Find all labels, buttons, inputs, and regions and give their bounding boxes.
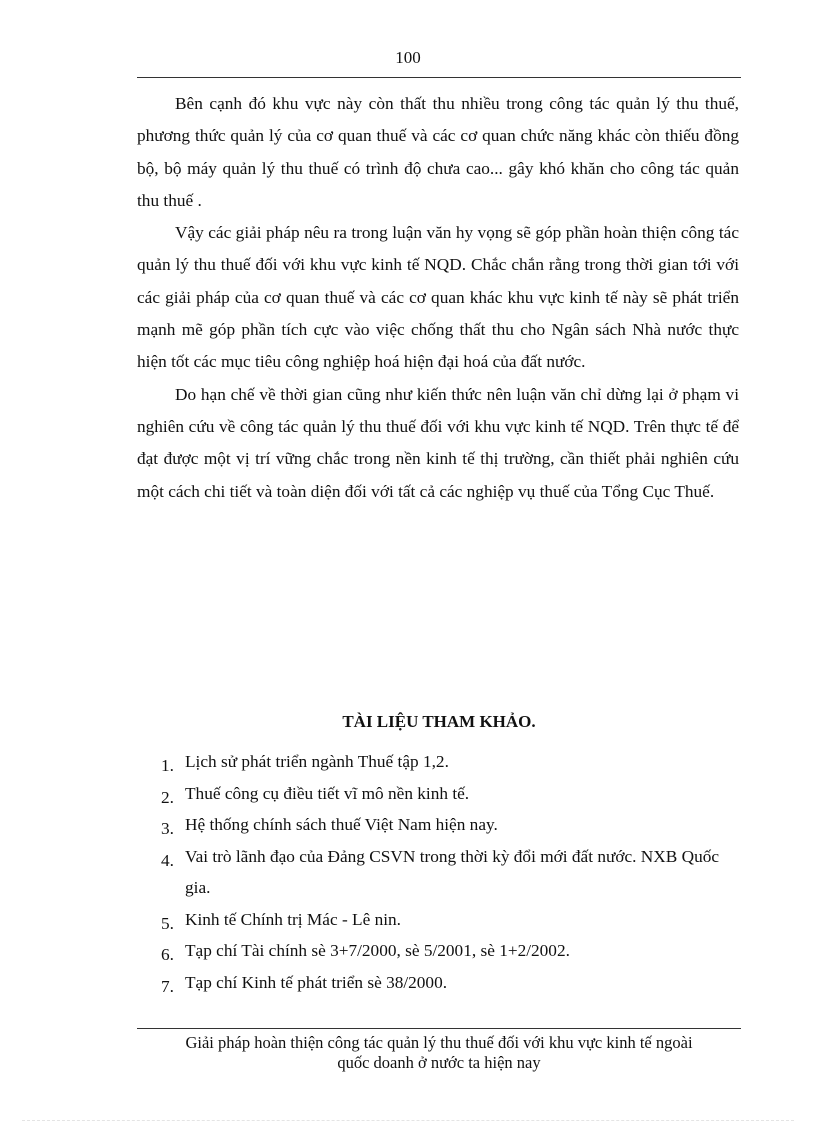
reference-text: Vai trò lãnh đạo của Đảng CSVN trong thời kỳ đổi mới đất nước. NXB Quốc gia. xyxy=(185,846,720,897)
reference-text: Thuế công cụ điều tiết vĩ mô nền kinh tế. xyxy=(185,783,470,803)
reference-number: 2. xyxy=(161,787,174,807)
reference-item xyxy=(157,935,747,967)
footer-line: Giải pháp hoàn thiện công tác quản lý thu thuế đối với khu vực kinh tế ngoài xyxy=(185,1033,693,1052)
reference-text: Hệ thống chính sách thuế Việt Nam hiện nay. xyxy=(185,815,498,834)
reference-item xyxy=(157,841,747,904)
paragraph: Do hạn chế về thời gian cũng như kiến thức nên luận văn chỉ dừng lại ở phạm vi nghiên cứu về công tác quản lý thu thuế đối với khu vực kinh tế NQD. Trên thực tế để đạt được một vị trí vững chắc trong nền kinh tế thị trường, cần thiết phải nghiên cứu một cách chi tiết và toàn diện đối với tất cả các nghiệp vụ thuế của Tổng Cục Thuế. xyxy=(137,384,739,501)
reference-text: Kinh tế Chính trị Mác - Lê nin. xyxy=(185,909,401,929)
header-rule xyxy=(137,77,741,78)
reference-item xyxy=(157,904,747,936)
reference-text: Tạp chí Tài chính sè 3+7/2000, sè 5/2001, sè 1+2/2002. xyxy=(185,941,570,960)
reference-number: 6. xyxy=(161,945,174,964)
body-text xyxy=(137,88,739,508)
references-title: TÀI LIỆU THAM KHẢO. xyxy=(342,712,536,731)
references-list xyxy=(157,746,747,998)
page-footer xyxy=(137,1033,741,1073)
footer-line: quốc doanh ở nước ta hiện nay xyxy=(337,1053,541,1072)
page-number: 100 xyxy=(395,48,421,67)
reference-text: Lịch sử phát triển ngành Thuế tập 1,2. xyxy=(185,752,449,771)
reference-number: 5. xyxy=(161,913,174,933)
paragraph: Bên cạnh đó khu vực này còn thất thu nhiều trong công tác quản lý thu thuế, phương thức quản lý của cơ quan thuế và các cơ quan chức năng khác còn thiếu đồng bộ, bộ máy quản lý thu thuế có trình độ chưa cao... gây khó khăn cho công tác quản thu thuế . xyxy=(137,94,739,210)
reference-item xyxy=(157,778,747,810)
reference-text: Tạp chí Kinh tế phát triển sè 38/2000. xyxy=(185,972,448,992)
reference-number: 3. xyxy=(161,819,174,838)
reference-item xyxy=(157,809,747,841)
paragraph: Vậy các giải pháp nêu ra trong luận văn hy vọng sẽ góp phần hoàn thiện công tác quản lý thu thuế đối với khu vực kinh tế NQD. Chắc chắn rằng trong thời gian tới với các giải pháp của cơ quan thuế và các cơ quan khác khu vực kinh tế này sẽ phát triển mạnh mẽ góp phần tích cực vào việc chống thất thu cho Ngân sách Nhà nước thực hiện tốt các mục tiêu công nghiệp hoá hiện đại hoá của đất nước. xyxy=(137,223,739,372)
page-edge xyxy=(22,1120,794,1121)
reference-number: 1. xyxy=(161,756,174,775)
reference-number: 7. xyxy=(161,976,174,996)
reference-number: 4. xyxy=(161,850,174,870)
reference-item xyxy=(157,967,747,999)
footer-rule xyxy=(137,1028,741,1029)
reference-item xyxy=(157,746,747,778)
